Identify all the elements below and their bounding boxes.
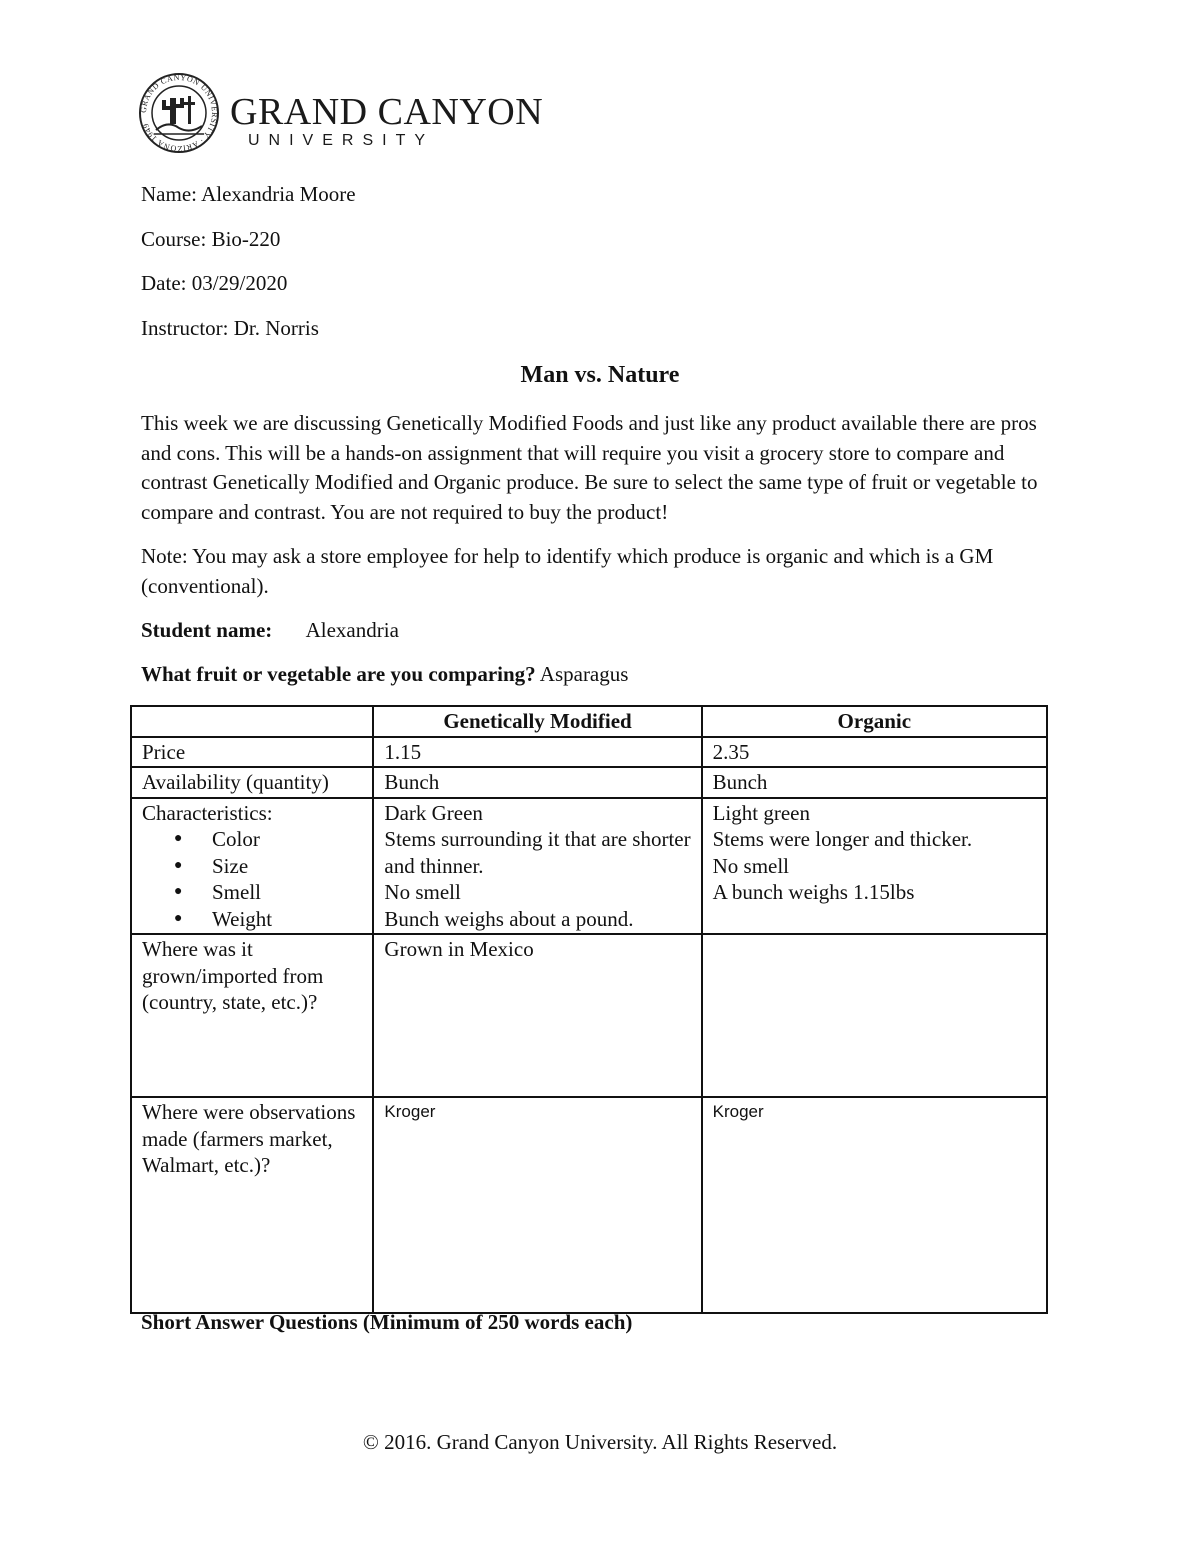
- table-row: [131, 1097, 1047, 1313]
- grown-label: Where was it grown/imported from (country, state, etc.)?: [131, 934, 373, 1097]
- produce-question: [141, 662, 628, 687]
- list-item: ● Weight: [192, 906, 362, 933]
- svg-text:GRAND CANYON UNIVERSITY · ARIZ: GRAND CANYON UNIVERSITY · ARIZONA 1949: [138, 72, 220, 154]
- characteristics-gm: [373, 798, 701, 935]
- grown-organic: [702, 934, 1047, 1097]
- characteristics-organic: [702, 798, 1047, 935]
- university-seal-icon: [138, 72, 220, 154]
- table-row: [131, 737, 1047, 768]
- logo-wordmark-line1: GRAND CANYON: [230, 91, 544, 133]
- characteristics-label: Characteristics:: [142, 800, 273, 825]
- intro-paragraph: This week we are discussing Genetically Modified Foods and just like any product available there are pros and cons. This will be a hands-on assignment that will require you visit a grocery store to compare and contrast Genetically Modified and Organic produce. Be sure to select the same type of fruit or vegetable to compare and contrast. You are not required to buy the product!: [141, 411, 1038, 524]
- organic-weight: A bunch weighs 1.15lbs: [712, 880, 915, 904]
- list-item: ● Size: [192, 853, 362, 880]
- short-answer-heading: Short Answer Questions (Minimum of 250 words each): [141, 1310, 633, 1334]
- comparison-table: [130, 705, 1048, 1314]
- table-header-organic: Organic: [702, 706, 1047, 737]
- availability-gm: Bunch: [373, 767, 701, 798]
- price-gm: 1.15: [373, 737, 701, 768]
- list-item: ● Smell: [192, 879, 362, 906]
- gm-smell: No smell: [384, 880, 461, 904]
- gm-size: Stems surrounding it that are shorter and thinner.: [384, 827, 691, 878]
- date-line: Date: 03/29/2020: [141, 271, 288, 295]
- copyright-footer: © 2016. Grand Canyon University. All Rights Reserved.: [362, 1430, 838, 1454]
- student-name-line: Name: Alexandria Moore: [141, 182, 356, 206]
- gm-color: Dark Green: [384, 800, 483, 825]
- produce-question-value: Asparagus: [539, 662, 629, 686]
- price-label: Price: [131, 737, 373, 768]
- table-header-gm: Genetically Modified: [373, 706, 701, 737]
- observed-label: Where were observations made (farmers market, Walmart, etc.)?: [131, 1097, 373, 1313]
- table-row: [131, 767, 1047, 798]
- university-logo: [138, 72, 544, 154]
- price-organic: 2.35: [702, 737, 1047, 768]
- characteristics-bullets: [142, 826, 362, 932]
- availability-organic: Bunch: [702, 767, 1047, 798]
- table-header-row: [131, 706, 1047, 737]
- note-paragraph: Note: You may ask a store employee for help to identify which produce is organic and which is a GM (conventional).: [141, 544, 994, 598]
- grown-gm: Grown in Mexico: [373, 934, 701, 1097]
- logo-wordmark-line2: UNIVERSITY: [248, 132, 435, 149]
- student-field: [141, 618, 399, 643]
- course-line: Course: Bio-220: [141, 227, 281, 251]
- page-title: Man vs. Nature: [520, 362, 680, 388]
- table-row: [131, 934, 1047, 1097]
- table-row: [131, 798, 1047, 935]
- instructor-line: Instructor: Dr. Norris: [141, 316, 319, 340]
- organic-color: Light green: [712, 800, 810, 825]
- organic-smell: No smell: [712, 853, 790, 878]
- organic-size: Stems were longer and thicker.: [712, 827, 973, 851]
- list-item: ● Color: [192, 826, 362, 853]
- produce-question-label: What fruit or vegetable are you comparing?: [141, 662, 536, 686]
- observed-gm: Kroger: [373, 1097, 701, 1313]
- availability-label: Availability (quantity): [131, 767, 373, 798]
- observed-organic: Kroger: [702, 1097, 1047, 1313]
- student-value: Alexandria: [305, 618, 399, 642]
- characteristics-label-cell: [131, 798, 373, 935]
- student-label: Student name:: [141, 618, 273, 642]
- table-header-empty: [131, 706, 373, 737]
- gm-weight: Bunch weighs about a pound.: [384, 906, 634, 931]
